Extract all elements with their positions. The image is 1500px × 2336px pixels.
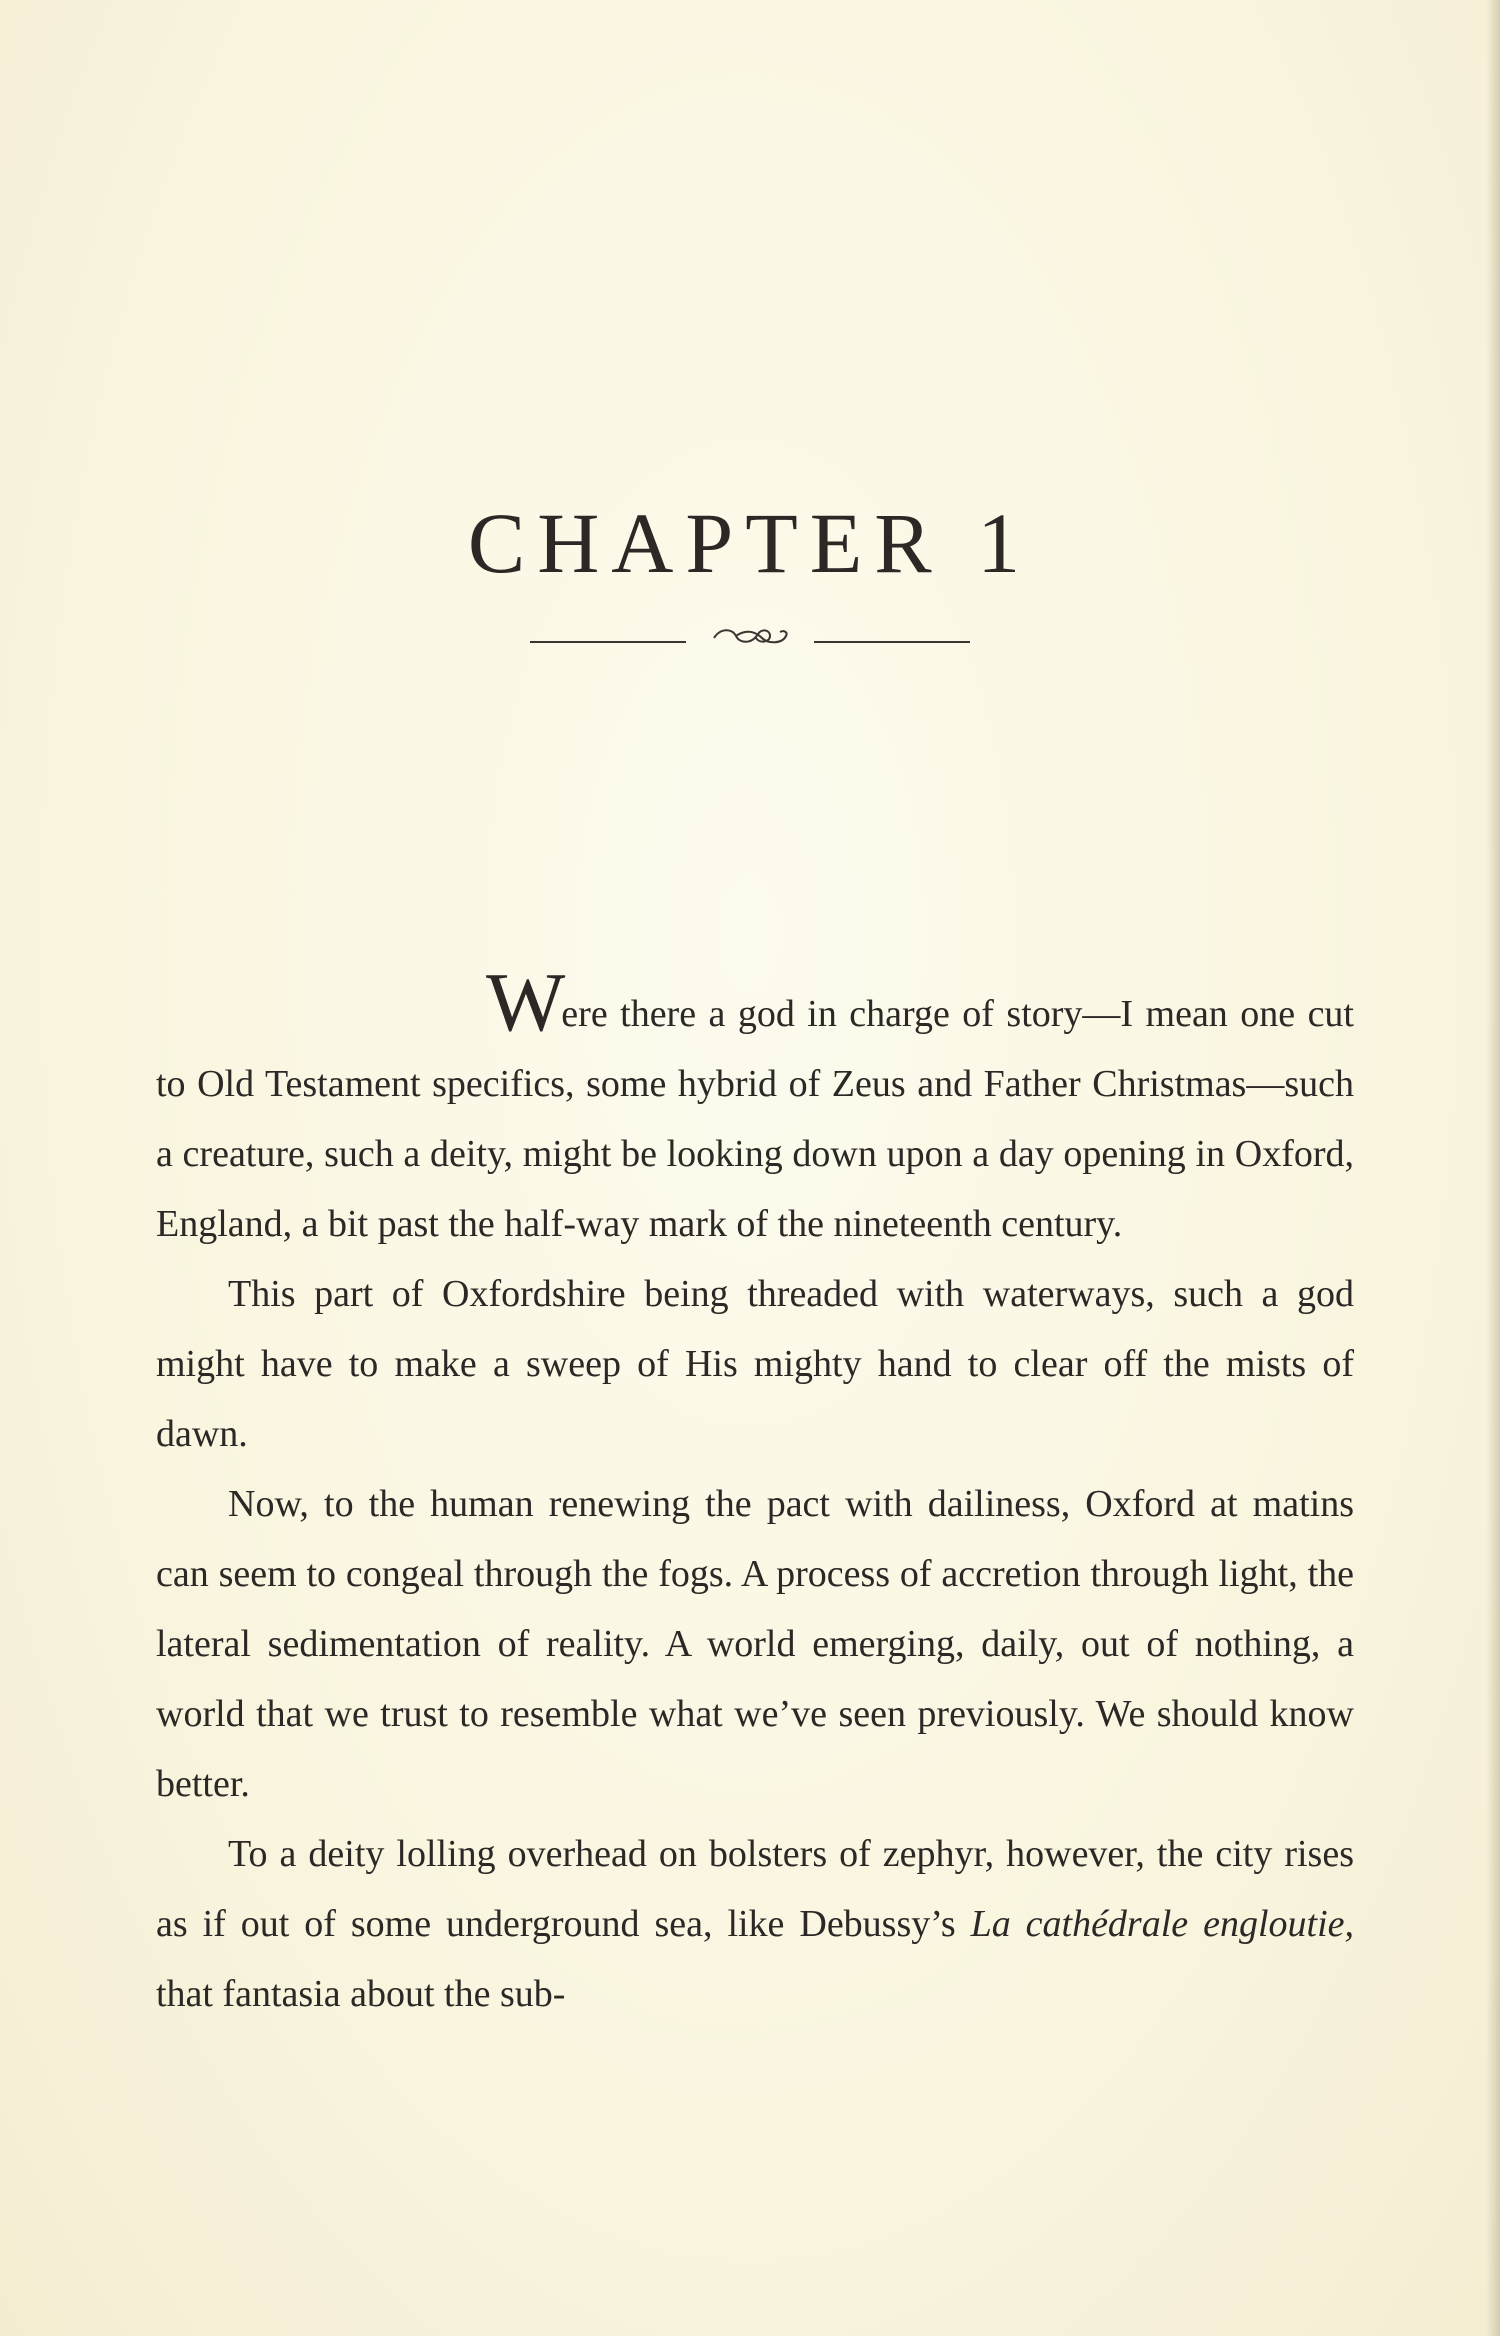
drop-cap: W	[486, 956, 562, 1049]
paragraph-1	[156, 956, 1354, 1259]
paragraph-4-text-start: To a deity lolling overhead on bolsters of zephyr, however, the city rises as if out of some underground sea, like Debussy’s	[156, 1833, 1354, 1945]
paragraph-4	[156, 1819, 1354, 2029]
flourish-ornament-icon	[530, 616, 970, 656]
page-edge-shadow	[1486, 0, 1500, 2336]
paragraph-4-text-end: that fantasia about the sub-	[156, 1973, 566, 2015]
italic-title: La cathédrale engloutie,	[970, 1903, 1355, 1945]
paragraph-1-text: ere there a god in charge of story—I mean one cut to Old Testament specifics, some hybrid of Zeus and Father Christmas—such a creature, such a deity, might be looking down upon a day opening in Oxford, England, a bit past the half-way mark of the nineteenth century.	[156, 993, 1354, 1245]
paragraph-3: Now, to the human renewing the pact with dailiness, Oxford at matins can seem to congeal through the fogs. A process of accretion through light, the lateral sedimentation of reality. A world emerging, daily, out of nothing, a world that we trust to resemble what we’ve seen previously. We should know better.	[156, 1483, 1354, 1805]
chapter-heading: CHAPTER 1	[467, 495, 1033, 591]
paragraph-2: This part of Oxfordshire being threaded with waterways, such a god might have to make a sweep of His mighty hand to clear off the mists of dawn.	[156, 1273, 1354, 1455]
body-text	[156, 956, 1355, 2029]
